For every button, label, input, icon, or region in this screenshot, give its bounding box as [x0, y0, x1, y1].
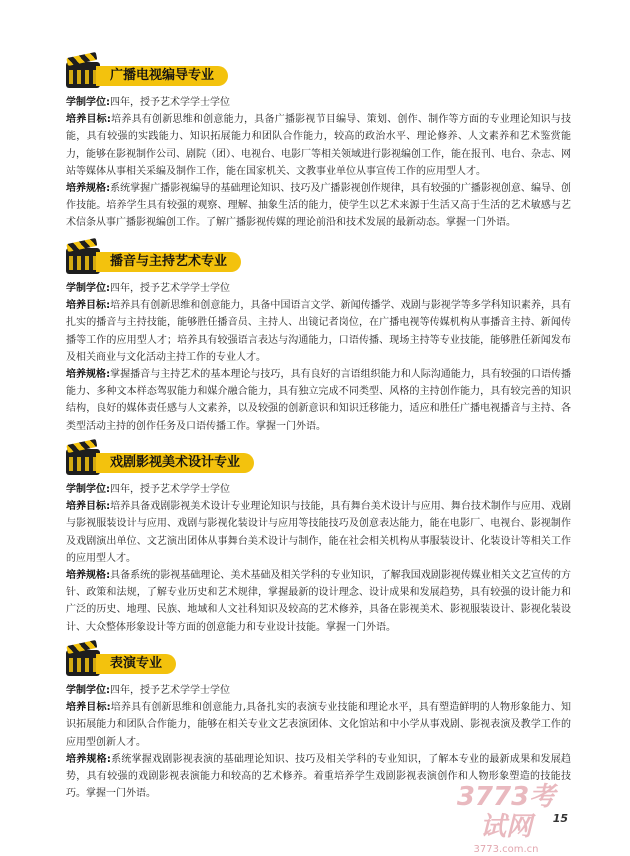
degree-label: 学制学位: [66, 484, 110, 495]
clapperboard-icon [66, 62, 100, 88]
page-number: 15 [552, 812, 568, 825]
degree-label: 学制学位: [66, 283, 110, 294]
section-heading-badge [66, 246, 571, 274]
goal-text: 培养具有创新思维和创意能力，具备中国语言文学、新闻传播学、戏剧与影视学等多学科知识素养，具有扎实的播音与主持技能，能够胜任播音员、主持人、出镜记者岗位，在广播电视等传媒机构从事播音主持、新闻传播等工作的应用型人才；培养具有较强语言表达与沟通能力，口语传播、现场主持等专业技能，能够胜任新闻发布及相关商业与文化活动主持工作的专业人才。 [66, 300, 572, 363]
spec-text: 系统掌握广播影视编导的基础理论知识、技巧及广播影视创作规律，具有较强的广播影视创意、编导、创作技能。培养学生具有较强的观察、理解、抽象生活的能力，使学生以艺术来源于生活又高于生活的艺术敏感与艺术信条从事广播影视编创工作。了解广播影视传媒的理论前沿和技术发展的最新动态。掌握一门外语。 [66, 183, 572, 229]
goal-label: 培养目标: [66, 702, 111, 714]
watermark-url: 3773.com.cn [473, 844, 539, 855]
goal-paragraph [66, 111, 571, 180]
clapperboard-icon [66, 650, 100, 676]
degree-label: 学制学位: [66, 97, 110, 108]
spec-paragraph [66, 180, 571, 232]
section-title: 广播电视编导专业 [96, 66, 228, 86]
section-performance [66, 648, 571, 802]
section-title: 戏剧影视美术设计专业 [96, 453, 254, 473]
goal-paragraph [66, 297, 571, 366]
degree-paragraph [66, 280, 571, 297]
degree-paragraph [66, 481, 571, 498]
goal-label: 培养目标: [66, 501, 111, 513]
section-heading-badge [66, 648, 571, 676]
degree-text: 四年，授予艺术学学士学位 [110, 685, 230, 696]
degree-label: 学制学位: [66, 685, 110, 696]
goal-text: 培养具有创新思维和创意能力,具备扎实的表演专业技能和理论水平，具有塑造鲜明的人物形象能力、知识拓展能力和团队合作能力，能够在相关专业文艺表演团体、文化馆站和中小学从事戏剧、影视表演及教学工作的应用型创新人才。 [66, 702, 571, 748]
degree-text: 四年，授予艺术学学士学位 [110, 484, 230, 495]
section-heading-badge [66, 447, 571, 475]
degree-text: 四年，授予艺术学学士学位 [110, 283, 230, 294]
watermark-logo-text: 3773考试网 [456, 782, 556, 842]
spec-label: 培养规格: [66, 183, 111, 195]
goal-label: 培养目标: [66, 114, 111, 126]
degree-paragraph [66, 682, 571, 699]
spec-text: 系统掌握戏剧影视表演的基础理论知识、技巧及相关学科的专业知识，了解本专业的最新成果和发展趋势，具有较强的戏剧影视表演能力和较高的艺术修养。着重培养学生戏剧影视表演创作和人物形象塑造的技能技巧。掌握一门外语。 [66, 753, 572, 800]
section-broadcast-directing [66, 60, 571, 232]
spec-label: 培养规格: [66, 753, 111, 765]
spec-text: 具备系统的影视基础理论、美术基础及相关学科的专业知识，了解我国戏剧影视传媒业相关文艺宣传的方针、政策和法规，了解专业历史和艺术规律，掌握最新的设计理念、设计成果和发展趋势，具有较强的设计能力和广泛的历史、地理、民族、地域和人文社科知识及较高的艺术修养，具备在影视美术、影视服装设计、影视化装设计、大众整体形象设计等方面的创意能力和专业设计技能。掌握一门外语。 [66, 570, 572, 633]
section-heading-badge [66, 60, 571, 88]
section-title: 播音与主持艺术专业 [96, 252, 241, 272]
clapperboard-icon [66, 449, 100, 475]
goal-label: 培养目标: [66, 300, 111, 312]
section-title: 表演专业 [96, 654, 176, 674]
degree-paragraph [66, 94, 571, 111]
degree-text: 四年，授予艺术学学士学位 [110, 97, 230, 108]
goal-text: 培养具备戏剧影视美术设计专业理论知识与技能，具有舞台美术设计与应用、舞台技术制作与应用、戏剧与影视服装设计与应用、戏剧与影视化装设计与应用等技能技巧及创意表达能力，能在电影厂、电视台、影视制作及戏剧演出单位、文艺演出团体从事舞台美术设计与制作，能在社会相关机构从事服装设计、化装设计等相关工作的应用型人才。 [66, 501, 572, 564]
goal-text: 培养具有创新思维和创意能力，具备广播影视节目编导、策划、创作、制作等方面的专业理论知识与技能，具有较强的实践能力、知识拓展能力和团队合作能力，较高的政治水平、理论修养、人文素养和艺术鉴赏能力，能够在影视制作公司、剧院（团）、电视台、电影厂等相关领域进行影视编创工作，能在报刊、电台、杂志、网站等媒体从事相关采编及制作工作，能在国家机关、文教事业单位从事宣传工作的应用型人才。 [66, 114, 572, 177]
spec-paragraph [66, 567, 571, 636]
spec-text: 掌握播音与主持艺术的基本理论与技巧，具有良好的言语组织能力和人际沟通能力，具有较强的口语传播能力、多种文本样态驾驭能力和媒介融合能力，具有独立完成不同类型、风格的主持创作能力，具有较完善的知识结构，良好的媒体责任感与人文素养，以及较强的创新意识和知识迁移能力，适应和胜任广播电视播音与主持、各类型活动主持的创作任务及口语传播工作。掌握一门外语。 [66, 369, 572, 432]
spec-label: 培养规格: [66, 570, 111, 582]
clapperboard-icon [66, 248, 100, 274]
goal-paragraph [66, 699, 571, 751]
spec-label: 培养规格: [66, 369, 111, 381]
section-stage-art-design [66, 447, 571, 636]
site-watermark [446, 782, 566, 856]
goal-paragraph [66, 498, 571, 567]
spec-paragraph [66, 366, 571, 435]
section-broadcasting-hosting [66, 246, 571, 435]
